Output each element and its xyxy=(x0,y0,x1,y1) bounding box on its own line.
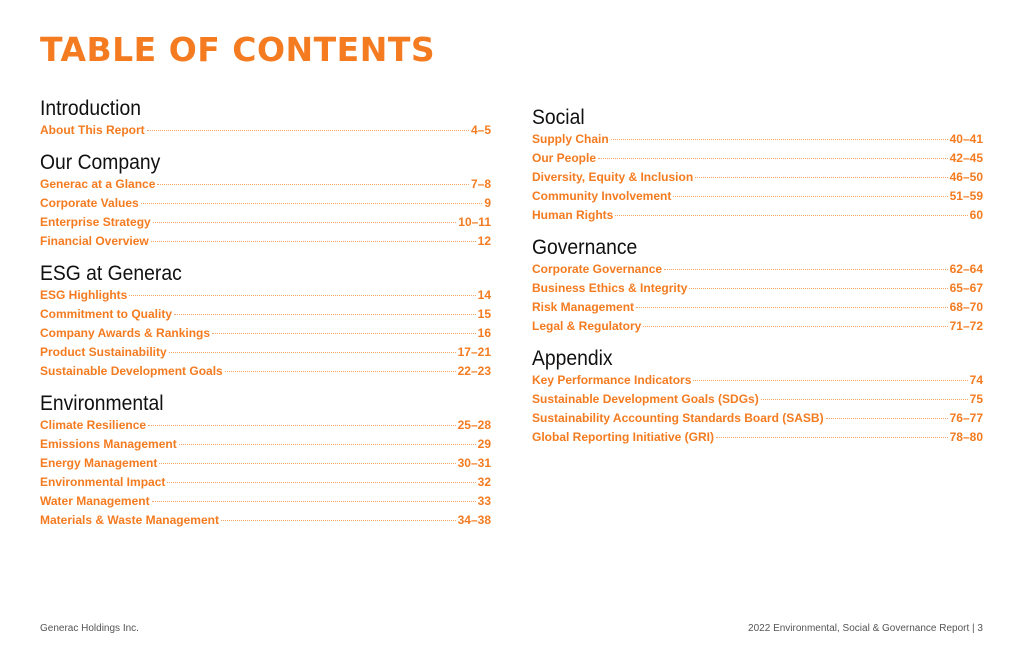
toc-entry-enterprise-strategy[interactable] xyxy=(40,215,491,234)
toc-entry-pages: 16 xyxy=(477,326,491,340)
toc-entry-company-awards-rankings[interactable] xyxy=(40,326,491,345)
footer-company: Generac Holdings Inc. xyxy=(40,623,139,634)
section-heading: Our Company xyxy=(40,151,161,174)
toc-entry-label: Emissions Management xyxy=(40,437,177,451)
toc-entry-our-people[interactable] xyxy=(532,151,983,170)
dot-leader xyxy=(598,158,948,159)
toc-entry-climate-resilience[interactable] xyxy=(40,418,491,437)
toc-right-column xyxy=(532,105,983,457)
toc-entry-pages: 42–45 xyxy=(949,151,983,165)
dot-leader xyxy=(643,326,947,327)
toc-entry-legal-regulatory[interactable] xyxy=(532,319,983,338)
toc-entry-label: Product Sustainability xyxy=(40,345,167,359)
toc-entry-human-rights[interactable] xyxy=(532,208,983,227)
toc-entry-label: Sustainable Development Goals xyxy=(40,364,223,378)
toc-entry-sustainable-development-goals[interactable] xyxy=(40,364,491,383)
toc-entry-environmental-impact[interactable] xyxy=(40,475,491,494)
toc-entry-generac-at-a-glance[interactable] xyxy=(40,177,491,196)
section-heading: Social xyxy=(532,106,585,129)
toc-entry-label: Corporate Values xyxy=(40,196,139,210)
toc-entry-pages: 76–77 xyxy=(949,411,983,425)
toc-entry-pages: 22–23 xyxy=(457,364,491,378)
toc-entry-corporate-governance[interactable] xyxy=(532,262,983,281)
toc-entry-business-ethics-integrity[interactable] xyxy=(532,281,983,300)
dot-leader xyxy=(221,520,456,521)
section-heading: Environmental xyxy=(40,392,164,415)
toc-section-appendix xyxy=(532,346,983,449)
toc-section-esg-at-generac xyxy=(40,261,491,383)
toc-entry-label: Corporate Governance xyxy=(532,262,663,276)
dot-leader xyxy=(689,288,947,289)
toc-entry-key-performance-indicators[interactable] xyxy=(532,373,983,392)
toc-entry-label: Supply Chain xyxy=(532,132,609,146)
toc-entry-pages: 75 xyxy=(969,392,983,406)
toc-entry-pages: 29 xyxy=(477,437,491,451)
dot-leader xyxy=(673,196,947,197)
toc-entry-pages: 33 xyxy=(477,494,491,508)
toc-entry-label: About This Report xyxy=(40,123,145,137)
toc-entry-label: Risk Management xyxy=(532,300,635,314)
toc-entry-pages: 30–31 xyxy=(457,456,491,470)
toc-entry-label: Sustainability Accounting Standards Board (SASB) xyxy=(532,411,824,425)
toc-entry-label: Community Involvement xyxy=(532,189,672,203)
toc-entry-pages: 71–72 xyxy=(949,319,983,333)
toc-entry-label: ESG Highlights xyxy=(40,288,128,302)
dot-leader xyxy=(693,380,967,381)
toc-entry-emissions-management[interactable] xyxy=(40,437,491,456)
toc-entry-label: Business Ethics & Integrity xyxy=(532,281,688,295)
toc-entry-pages: 60 xyxy=(969,208,983,222)
dot-leader xyxy=(141,203,483,204)
toc-entry-commitment-to-quality[interactable] xyxy=(40,307,491,326)
dot-leader xyxy=(225,371,456,372)
toc-section-our-company xyxy=(40,150,491,253)
toc-entry-pages: 74 xyxy=(969,373,983,387)
toc-entry-pages: 34–38 xyxy=(457,513,491,527)
toc-entry-label: Materials & Waste Management xyxy=(40,513,219,527)
dot-leader xyxy=(179,444,476,445)
toc-entry-pages: 12 xyxy=(477,234,491,248)
dot-leader xyxy=(159,463,455,464)
dot-leader xyxy=(664,269,948,270)
toc-entry-label: Key Performance Indicators xyxy=(532,373,692,387)
dot-leader xyxy=(167,482,475,483)
dot-leader xyxy=(636,307,948,308)
section-heading: Introduction xyxy=(40,97,141,120)
dot-leader xyxy=(151,241,476,242)
section-heading: Governance xyxy=(532,236,638,259)
dot-leader xyxy=(148,425,456,426)
section-heading: ESG at Generac xyxy=(40,262,182,285)
toc-section-environmental xyxy=(40,391,491,532)
toc-entry-label: Water Management xyxy=(40,494,150,508)
dot-leader xyxy=(147,130,469,131)
toc-entry-supply-chain[interactable] xyxy=(532,132,983,151)
toc-entry-pages: 40–41 xyxy=(949,132,983,146)
toc-entry-financial-overview[interactable] xyxy=(40,234,491,253)
toc-entry-about-this-report[interactable] xyxy=(40,123,491,142)
toc-entry-materials-waste-management[interactable] xyxy=(40,513,491,532)
toc-entry-label: Company Awards & Rankings xyxy=(40,326,211,340)
toc-entry-pages: 32 xyxy=(477,475,491,489)
dot-leader xyxy=(169,352,456,353)
toc-entry-label: Diversity, Equity & Inclusion xyxy=(532,170,694,184)
toc-entry-water-management[interactable] xyxy=(40,494,491,513)
page-title: TABLE OF CONTENTS xyxy=(40,30,436,69)
dot-leader xyxy=(695,177,947,178)
toc-left-column xyxy=(40,96,491,540)
toc-entry-pages: 4–5 xyxy=(470,123,491,137)
dot-leader xyxy=(716,437,948,438)
toc-entry-sustainable-development-goals-sdgs[interactable] xyxy=(532,392,983,411)
toc-entry-pages: 14 xyxy=(477,288,491,302)
toc-entry-label: Energy Management xyxy=(40,456,158,470)
toc-entry-pages: 62–64 xyxy=(949,262,983,276)
footer-report-page: 2022 Environmental, Social & Governance Report | 3 xyxy=(748,623,983,634)
dot-leader xyxy=(157,184,469,185)
toc-entry-corporate-values[interactable] xyxy=(40,196,491,215)
dot-leader xyxy=(153,222,457,223)
toc-entry-global-reporting-initiative-gri[interactable] xyxy=(532,430,983,449)
toc-entry-diversity-equity-inclusion[interactable] xyxy=(532,170,983,189)
toc-entry-pages: 68–70 xyxy=(949,300,983,314)
toc-section-social xyxy=(532,105,983,227)
toc-entry-label: Global Reporting Initiative (GRI) xyxy=(532,430,715,444)
toc-entry-label: Commitment to Quality xyxy=(40,307,173,321)
dot-leader xyxy=(212,333,476,334)
toc-entry-label: Generac at a Glance xyxy=(40,177,156,191)
toc-entry-label: Sustainable Development Goals (SDGs) xyxy=(532,392,759,406)
toc-entry-pages: 51–59 xyxy=(949,189,983,203)
toc-entry-label: Environmental Impact xyxy=(40,475,166,489)
dot-leader xyxy=(174,314,476,315)
toc-entry-community-involvement[interactable] xyxy=(532,189,983,208)
toc-entry-pages: 78–80 xyxy=(949,430,983,444)
section-heading: Appendix xyxy=(532,347,613,370)
toc-entry-pages: 46–50 xyxy=(949,170,983,184)
dot-leader xyxy=(611,139,948,140)
toc-entry-label: Legal & Regulatory xyxy=(532,319,642,333)
toc-entry-label: Enterprise Strategy xyxy=(40,215,151,229)
toc-entry-sustainability-accounting-standards-board-sasb[interactable] xyxy=(532,411,983,430)
dot-leader xyxy=(615,215,967,216)
toc-entry-label: Human Rights xyxy=(532,208,614,222)
toc-entry-pages: 7–8 xyxy=(470,177,491,191)
toc-entry-pages: 15 xyxy=(477,307,491,321)
toc-entry-label: Financial Overview xyxy=(40,234,149,248)
dot-leader xyxy=(826,418,948,419)
dot-leader xyxy=(129,295,475,296)
toc-section-governance xyxy=(532,235,983,338)
toc-entry-product-sustainability[interactable] xyxy=(40,345,491,364)
toc-entry-pages: 65–67 xyxy=(949,281,983,295)
dot-leader xyxy=(761,399,968,400)
toc-entry-energy-management[interactable] xyxy=(40,456,491,475)
toc-entry-pages: 25–28 xyxy=(457,418,491,432)
toc-entry-pages: 10–11 xyxy=(458,215,491,229)
toc-entry-label: Our People xyxy=(532,151,597,165)
toc-entry-pages: 9 xyxy=(484,196,491,210)
toc-section-introduction xyxy=(40,96,491,142)
toc-entry-esg-highlights[interactable] xyxy=(40,288,491,307)
toc-entry-label: Climate Resilience xyxy=(40,418,147,432)
dot-leader xyxy=(152,501,476,502)
toc-entry-pages: 17–21 xyxy=(457,345,491,359)
toc-entry-risk-management[interactable] xyxy=(532,300,983,319)
